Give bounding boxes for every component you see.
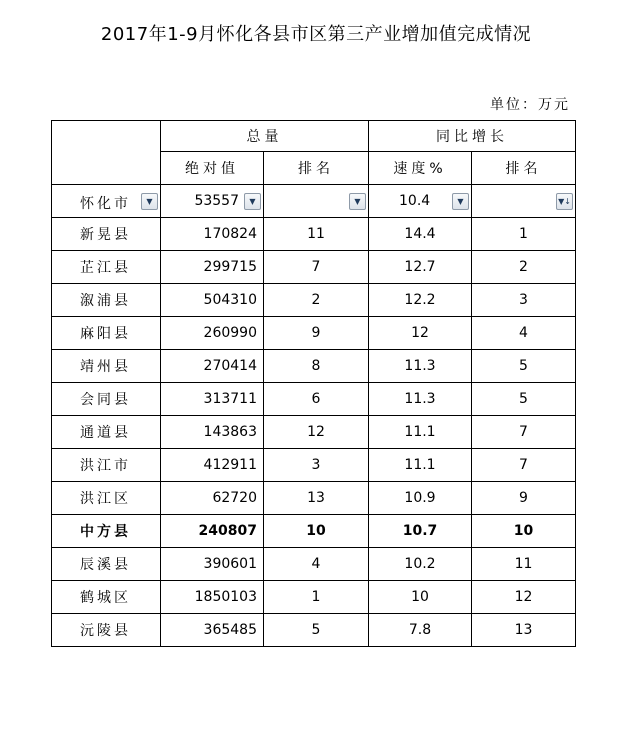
row-absolute-cell: 504310 [161, 284, 264, 317]
row-absolute-cell: 313711 [161, 383, 264, 416]
row-speed-cell: 10 [369, 581, 472, 614]
filter-cell-name [52, 185, 161, 218]
header-yoy: 同比增长 [369, 121, 576, 152]
row-speed-rank-cell: 1 [472, 218, 576, 251]
row-speed-cell: 14.4 [369, 218, 472, 251]
row-name-cell: 中方县 [52, 515, 161, 548]
row-name-cell: 鹤城区 [52, 581, 161, 614]
chevron-down-icon[interactable]: ▼ [244, 193, 261, 210]
table-row [52, 416, 576, 449]
filter-row [52, 185, 576, 218]
row-name-cell: 会同县 [52, 383, 161, 416]
data-table [51, 120, 576, 647]
chevron-down-icon[interactable]: ▼ [452, 193, 469, 210]
header-speed-rank: 排名 [472, 152, 576, 185]
row-speed-cell: 12 [369, 317, 472, 350]
row-speed-cell: 7.8 [369, 614, 472, 647]
row-name-cell: 靖州县 [52, 350, 161, 383]
filter-name-value: 怀化市 [80, 196, 131, 212]
table-row [52, 218, 576, 251]
row-rank-cell: 6 [264, 383, 369, 416]
table-row [52, 548, 576, 581]
sort-descending-icon[interactable]: ▼↓ [556, 193, 573, 210]
row-absolute-cell: 62720 [161, 482, 264, 515]
row-absolute-cell: 390601 [161, 548, 264, 581]
row-speed-cell: 10.2 [369, 548, 472, 581]
header-total: 总量 [161, 121, 369, 152]
row-speed-cell: 10.9 [369, 482, 472, 515]
row-absolute-cell: 299715 [161, 251, 264, 284]
row-speed-rank-cell: 5 [472, 383, 576, 416]
chevron-down-icon[interactable]: ▼ [141, 193, 158, 210]
table-row [52, 482, 576, 515]
row-speed-rank-cell: 12 [472, 581, 576, 614]
row-speed-cell: 11.1 [369, 449, 472, 482]
table-row [52, 449, 576, 482]
row-name-cell: 洪江区 [52, 482, 161, 515]
row-name-cell: 麻阳县 [52, 317, 161, 350]
row-speed-cell: 12.7 [369, 251, 472, 284]
unit-label: 单位：万元 [490, 97, 570, 113]
table-row [52, 317, 576, 350]
row-name-cell: 辰溪县 [52, 548, 161, 581]
row-speed-rank-cell: 11 [472, 548, 576, 581]
header-speed: 速度% [369, 152, 472, 185]
row-rank-cell: 2 [264, 284, 369, 317]
row-absolute-cell: 270414 [161, 350, 264, 383]
row-name-cell: 溆浦县 [52, 284, 161, 317]
row-speed-cell: 11.1 [369, 416, 472, 449]
row-name-cell: 通道县 [52, 416, 161, 449]
row-rank-cell: 13 [264, 482, 369, 515]
table-row [52, 350, 576, 383]
filter-cell-rank [264, 185, 369, 218]
row-speed-cell: 11.3 [369, 383, 472, 416]
row-speed-rank-cell: 4 [472, 317, 576, 350]
table-row [52, 581, 576, 614]
row-absolute-cell: 1850103 [161, 581, 264, 614]
row-rank-cell: 9 [264, 317, 369, 350]
header-absolute: 绝对值 [161, 152, 264, 185]
row-rank-cell: 10 [264, 515, 369, 548]
table-row [52, 614, 576, 647]
table-row [52, 251, 576, 284]
row-rank-cell: 1 [264, 581, 369, 614]
row-absolute-cell: 412911 [161, 449, 264, 482]
row-speed-cell: 11.3 [369, 350, 472, 383]
row-name-cell: 洪江市 [52, 449, 161, 482]
row-rank-cell: 8 [264, 350, 369, 383]
row-rank-cell: 12 [264, 416, 369, 449]
row-name-cell: 芷江县 [52, 251, 161, 284]
filter-speed-value: 10.4 [399, 193, 431, 209]
row-rank-cell: 11 [264, 218, 369, 251]
row-speed-cell: 10.7 [369, 515, 472, 548]
row-absolute-cell: 240807 [161, 515, 264, 548]
filter-cell-speed-rank [472, 185, 576, 218]
row-speed-rank-cell: 3 [472, 284, 576, 317]
row-name-cell: 新晃县 [52, 218, 161, 251]
row-speed-rank-cell: 9 [472, 482, 576, 515]
row-absolute-cell: 365485 [161, 614, 264, 647]
page-title: 2017年1-9月怀化各县市区第三产业增加值完成情况 [100, 24, 532, 45]
header-blank [52, 121, 161, 185]
filter-cell-absolute [161, 185, 264, 218]
filter-absolute-value: 53557 [194, 193, 239, 209]
table-row [52, 284, 576, 317]
row-rank-cell: 7 [264, 251, 369, 284]
header-rank: 排名 [264, 152, 369, 185]
row-absolute-cell: 260990 [161, 317, 264, 350]
chevron-down-icon[interactable]: ▼ [349, 193, 366, 210]
header-row-1 [52, 121, 576, 152]
row-speed-rank-cell: 5 [472, 350, 576, 383]
row-speed-rank-cell: 13 [472, 614, 576, 647]
row-speed-rank-cell: 7 [472, 449, 576, 482]
row-rank-cell: 4 [264, 548, 369, 581]
row-speed-rank-cell: 2 [472, 251, 576, 284]
row-speed-rank-cell: 10 [472, 515, 576, 548]
row-speed-rank-cell: 7 [472, 416, 576, 449]
table-row [52, 383, 576, 416]
row-rank-cell: 3 [264, 449, 369, 482]
row-speed-cell: 12.2 [369, 284, 472, 317]
row-name-cell: 沅陵县 [52, 614, 161, 647]
filter-cell-speed [369, 185, 472, 218]
row-rank-cell: 5 [264, 614, 369, 647]
row-absolute-cell: 143863 [161, 416, 264, 449]
table-row [52, 515, 576, 548]
row-absolute-cell: 170824 [161, 218, 264, 251]
